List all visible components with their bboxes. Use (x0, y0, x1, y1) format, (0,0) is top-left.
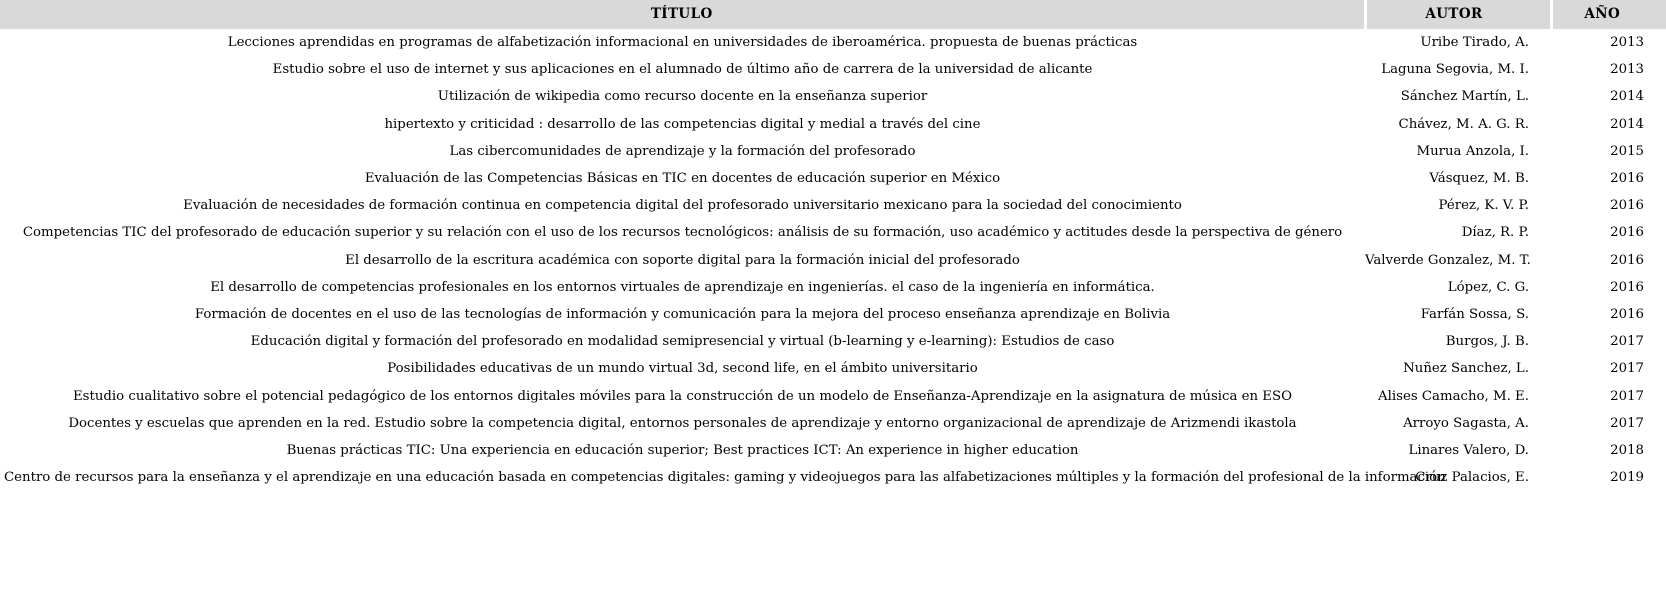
cell-autor: Murua Anzola, I. (1416, 143, 1529, 159)
cell-anio: 2016 (1610, 225, 1644, 241)
cell-titulo: Posibilidades educativas de un mundo virtual 3d, second life, en el ámbito universitario (387, 361, 978, 377)
header-row (0, 0, 1666, 29)
cell-autor: López, C. G. (1447, 279, 1529, 295)
cell-autor: Nuñez Sanchez, L. (1403, 361, 1529, 377)
cell-anio: 2019 (1610, 470, 1644, 486)
cell-autor: Chávez, M. A. G. R. (1398, 116, 1529, 132)
cell-anio: 2017 (1610, 388, 1644, 404)
cell-autor: Uribe Tirado, A. (1420, 35, 1529, 51)
cell-titulo: Educación digital y formación del profesorado en modalidad semipresencial y virtual (b-learning y e-learning): Estudios de caso (250, 334, 1115, 350)
cell-titulo: Buenas prácticas TIC: Una experiencia en educación superior; Best practices ICT: An experience in higher education (286, 442, 1079, 458)
cell-titulo: hipertexto y criticidad : desarrollo de las competencias digital y medial a través del cine (384, 116, 981, 132)
cell-anio: 2017 (1610, 415, 1644, 431)
cell-titulo: Estudio sobre el uso de internet y sus aplicaciones en el alumnado de último año de carrera de la universidad de alicante (272, 62, 1093, 78)
table-row[interactable] (0, 328, 1666, 355)
cell-anio: 2015 (1610, 143, 1644, 159)
table-row[interactable] (0, 192, 1666, 219)
cell-titulo: Centro de recursos para la enseñanza y el aprendizaje en una educación basada en competencias digitales: gaming y videojuegos para las alfabetizaciones múltiples y la formación del profesional de la información (4, 470, 1446, 486)
table-row[interactable] (0, 437, 1666, 464)
cell-autor: Vásquez, M. B. (1429, 171, 1529, 187)
cell-autor: Cruz Palacios, E. (1415, 470, 1529, 486)
cell-anio: 2016 (1610, 279, 1644, 295)
table-row[interactable] (0, 138, 1666, 165)
cell-anio: 2014 (1610, 89, 1644, 105)
cell-titulo: Docentes y escuelas que aprenden en la red. Estudio sobre la competencia digital, entornos personales de aprendizaje y entorno organizacional de aprendizaje de Arizmendi ikastola (68, 415, 1297, 431)
cell-anio: 2018 (1610, 442, 1644, 458)
cell-anio: 2014 (1610, 116, 1644, 132)
table-row[interactable] (0, 464, 1666, 491)
cell-autor: Pérez, K. V. P. (1438, 198, 1529, 214)
cell-anio: 2013 (1610, 62, 1644, 78)
cell-titulo: El desarrollo de la escritura académica con soporte digital para la formación inicial del profesorado (345, 252, 1020, 268)
table-body (0, 29, 1666, 491)
cell-autor: Burgos, J. B. (1445, 334, 1529, 350)
column-header-anio[interactable]: AÑO (1551, 0, 1666, 29)
cell-titulo: Las cibercomunidades de aprendizaje y la formación del profesorado (449, 143, 916, 159)
cell-titulo: Evaluación de las Competencias Básicas en TIC en docentes de educación superior en México (364, 171, 1001, 187)
table-row[interactable] (0, 219, 1666, 246)
cell-anio: 2016 (1610, 252, 1644, 268)
table-row[interactable] (0, 355, 1666, 382)
cell-titulo: Estudio cualitativo sobre el potencial pedagógico de los entornos digitales móviles para la construcción de un modelo de Enseñanza-Aprendizaje en la asignatura de música en ESO (72, 388, 1293, 404)
cell-autor: Arroyo Sagasta, A. (1403, 415, 1529, 431)
table-row[interactable] (0, 111, 1666, 138)
table-row[interactable] (0, 247, 1666, 274)
table-row[interactable] (0, 301, 1666, 328)
cell-titulo: Evaluación de necesidades de formación continua en competencia digital del profesorado universitario mexicano para la sociedad del conocimiento (183, 198, 1182, 214)
cell-autor: Sánchez Martín, L. (1400, 89, 1529, 105)
cell-autor: Díaz, R. P. (1461, 225, 1529, 241)
cell-anio: 2016 (1610, 171, 1644, 187)
column-header-autor[interactable]: AUTOR (1365, 0, 1551, 29)
table-row[interactable] (0, 165, 1666, 192)
table-row[interactable] (0, 410, 1666, 437)
table-row[interactable] (0, 274, 1666, 301)
cell-titulo: El desarrollo de competencias profesionales en los entornos virtuales de aprendizaje en ingenierías. el caso de la ingeniería en informática. (210, 279, 1155, 295)
cell-anio: 2013 (1610, 35, 1644, 51)
cell-anio: 2016 (1610, 306, 1644, 322)
cell-anio: 2017 (1610, 361, 1644, 377)
cell-titulo: Lecciones aprendidas en programas de alfabetización informacional en universidades de iberoamérica. propuesta de buenas prácticas (227, 35, 1138, 51)
cell-titulo: Competencias TIC del profesorado de educación superior y su relación con el uso de los recursos tecnológicos: análisis de su formación, uso académico y actitudes desde la perspectiva de género (22, 225, 1343, 241)
table-row[interactable] (0, 83, 1666, 110)
cell-autor: Alises Camacho, M. E. (1378, 388, 1529, 404)
table-row[interactable] (0, 29, 1666, 56)
cell-autor: Valverde Gonzalez, M. T. (1365, 252, 1531, 268)
cell-autor: Laguna Segovia, M. I. (1381, 62, 1529, 78)
cell-anio: 2016 (1610, 198, 1644, 214)
table-header (0, 0, 1666, 29)
cell-titulo: Utilización de wikipedia como recurso docente en la enseñanza superior (437, 89, 928, 105)
cell-autor: Linares Valero, D. (1408, 442, 1529, 458)
cell-titulo: Formación de docentes en el uso de las tecnologías de información y comunicación para la mejora del proceso enseñanza aprendizaje en Bolivia (194, 306, 1171, 322)
cell-anio: 2017 (1610, 334, 1644, 350)
cell-autor: Farfán Sossa, S. (1420, 306, 1529, 322)
table-row[interactable] (0, 382, 1666, 409)
column-header-titulo[interactable]: TÍTULO (0, 0, 1365, 29)
table-row[interactable] (0, 56, 1666, 83)
